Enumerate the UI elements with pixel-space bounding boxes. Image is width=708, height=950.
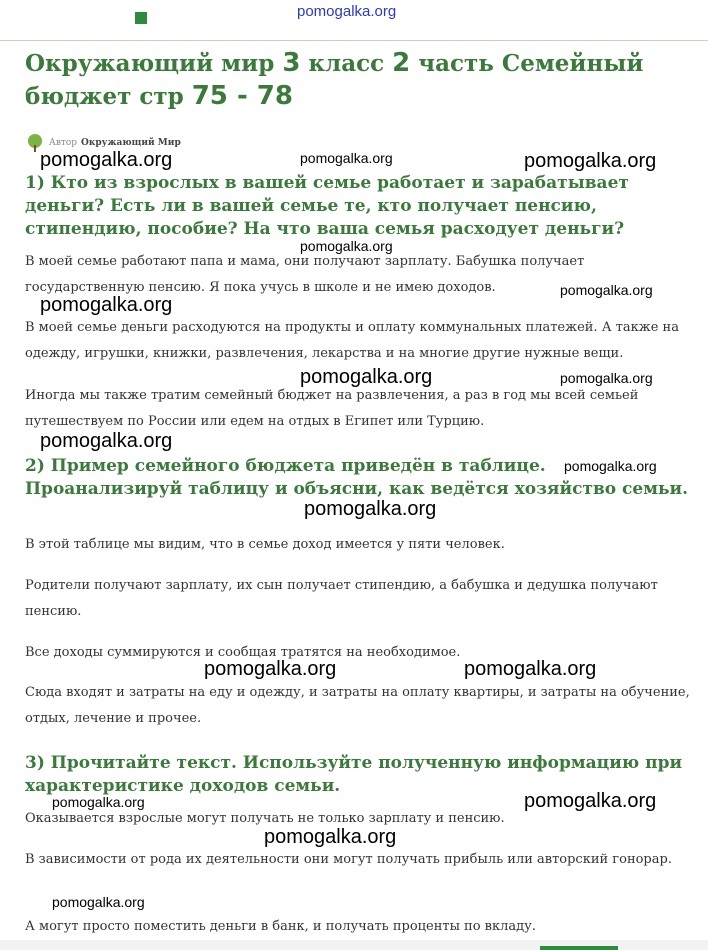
watermark-text: pomogalka.org [464,658,597,680]
watermark-text: pomogalka.org [40,149,173,171]
watermark-text: pomogalka.org [524,790,657,812]
answer-2-paragraph-1: В этой таблице мы видим, что в семье доход имеется у пяти человек. [25,537,505,552]
question-3-heading: 3) Прочитайте текст. Используйте полученную информацию при характеристике доходов семьи. [25,753,683,796]
site-watermark-top[interactable]: pomogalka.org [297,3,397,20]
bottom-bar [0,940,708,950]
answer-2-paragraph-3: Все доходы суммируются и сообщая тратятся на необходимое. [25,645,461,660]
watermark-text: pomogalka.org [524,150,657,172]
answer-3-paragraph-2: В зависимости от рода их деятельности они могут получать прибыль или авторский гонорар. [25,852,672,867]
answer-2-paragraph-2: Родители получают зарплату, их сын получает стипендию, а бабушка и дедушка получают пенсию. [25,578,658,619]
author-name[interactable]: Окружающий Мир [81,138,181,148]
watermark-text: pomogalka.org [300,366,433,388]
watermark-text: pomogalka.org [560,282,653,298]
watermark-text: pomogalka.org [304,498,437,520]
watermark-text: pomogalka.org [52,794,145,810]
watermark-text: pomogalka.org [40,294,173,316]
answer-1-paragraph-2: В моей семье деньги расходуются на продукты и оплату коммунальных платежей. А также на одежду, игрушки, книжки, развлечения, лекарства и на многие другие нужные вещи. [25,320,679,361]
watermark-text: pomogalka.org [564,458,657,474]
author-prefix: Автор [49,138,78,148]
answer-2-paragraph-4: Сюда входят и затраты на еду и одежду, и затраты на оплату квартиры, и затраты на обучение, отдых, лечение и прочее. [25,685,690,726]
green-square-icon [135,12,147,24]
watermark-text: pomogalka.org [52,894,145,910]
watermark-text: pomogalka.org [204,658,337,680]
answer-1-paragraph-1: В моей семье работают папа и мама, они получают зарплату. Бабушка получает государственную пенсию. Я пока учусь в школе и не имею доходов. [25,254,585,295]
bottom-accent-strip [540,946,618,950]
answer-1-paragraph-3: Иногда мы также тратим семейный бюджет на развлечения, а раз в год мы всей семьей путешествуем по России или едем на отдых в Египет или Турцию. [25,388,639,429]
question-2-heading: 2) Пример семейного бюджета приведён в таблице. Проанализируй таблицу и объясни, как ведётся хозяйство семьи. [25,456,689,499]
watermark-text: pomogalka.org [264,826,397,848]
question-1-heading: 1) Кто из взрослых в вашей семье работает и зарабатывает деньги? Есть ли в вашей семье те, кто получает пенсию, стипендию, пособие? На что ваша семья расходует деньги? [25,173,629,239]
watermark-text: pomogalka.org [40,430,173,452]
watermark-text: pomogalka.org [300,150,393,166]
answer-3-paragraph-1: Оказывается взрослые могут получать не только зарплату и пенсию. [25,811,505,826]
watermark-text: pomogalka.org [560,370,653,386]
top-bar [0,0,708,41]
watermark-text: pomogalka.org [300,238,393,254]
answer-3-paragraph-3: А могут просто поместить деньги в банк, и получать проценты по вкладу. [25,919,536,934]
page-title: Окружающий мир 3 класс 2 часть Семейный бюджет стр 75 - 78 [25,48,644,111]
